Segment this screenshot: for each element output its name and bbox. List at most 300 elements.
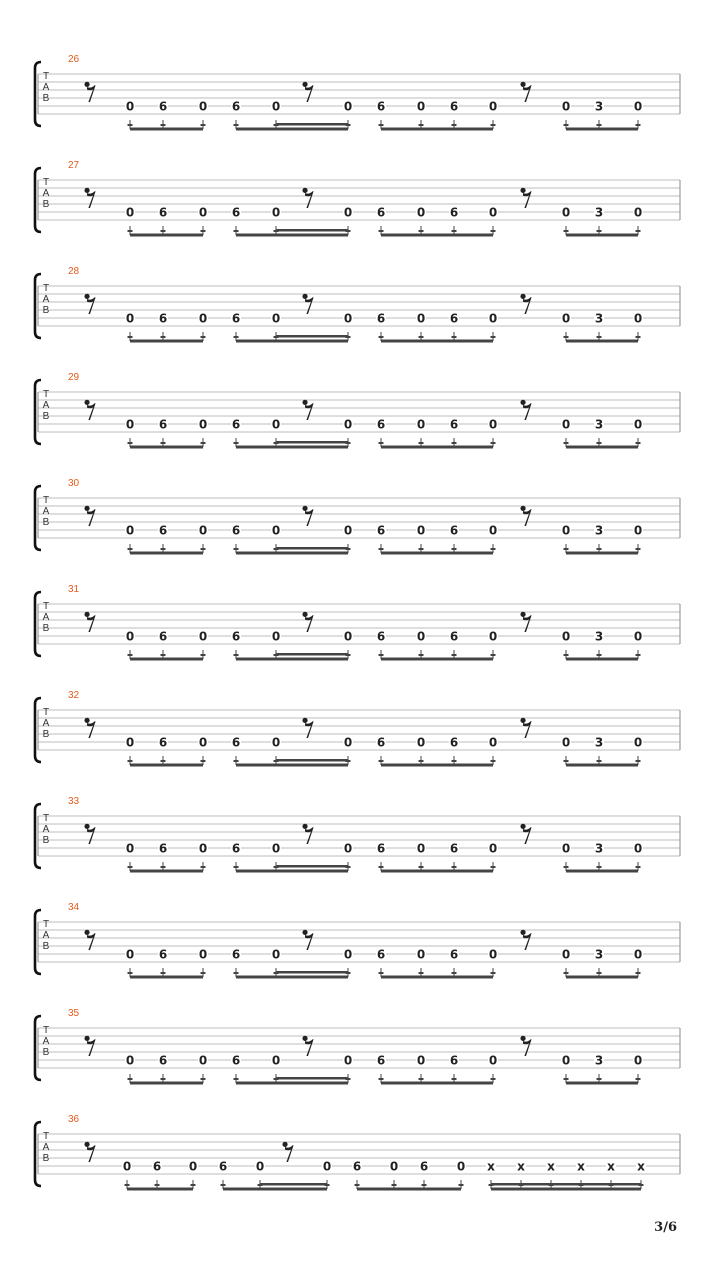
tab-system (35, 372, 680, 449)
tab-clef-letter: T (42, 71, 50, 82)
fret-number: 0 (633, 311, 643, 326)
beam (236, 446, 348, 449)
tab-system (35, 1114, 680, 1191)
fret-number: 0 (198, 841, 208, 856)
fret-number: 0 (456, 1159, 466, 1174)
stem-tick (234, 760, 239, 762)
fret-number: 6 (449, 311, 459, 326)
beam (130, 1082, 203, 1085)
stem-tick (128, 124, 133, 126)
tab-clef-letter: B (42, 1153, 50, 1164)
stem-tick (234, 866, 239, 868)
stem-tick (234, 972, 239, 974)
stem-tick (491, 442, 496, 444)
eighth-rest (302, 1036, 313, 1056)
stem-tick (564, 336, 569, 338)
tab-clef-letter: B (42, 411, 50, 422)
fret-number: 6 (231, 205, 241, 220)
stem-tick (564, 866, 569, 868)
beam (127, 1188, 193, 1191)
fret-number: 0 (561, 99, 571, 114)
fret-number: 6 (231, 311, 241, 326)
beam (381, 446, 493, 449)
beam (236, 340, 348, 343)
fret-number: 6 (231, 629, 241, 644)
fret-number: 0 (343, 311, 353, 326)
tab-clef-letter: B (42, 1047, 50, 1058)
measure-number: 26 (68, 54, 80, 65)
page-number: 3/6 (654, 1220, 677, 1235)
fret-number: 0 (125, 735, 135, 750)
fret-number: 0 (488, 1053, 498, 1068)
stem-tick (564, 548, 569, 550)
fret-number: 6 (158, 735, 168, 750)
stem-tick (564, 972, 569, 974)
fret-number: 0 (271, 523, 281, 538)
beam (236, 234, 348, 237)
tab-clef-letter: A (42, 718, 50, 729)
tab-system (35, 54, 680, 131)
stem-tick (564, 654, 569, 656)
fret-number: 6 (376, 311, 386, 326)
fret-number: 0 (633, 841, 643, 856)
stem-tick (597, 230, 602, 232)
beam (357, 1188, 461, 1191)
tab-clef-letter: A (42, 1142, 50, 1153)
stem-tick (636, 866, 641, 868)
stem-tick (128, 760, 133, 762)
fret-number: 6 (158, 205, 168, 220)
beam (566, 446, 638, 449)
beam (130, 340, 203, 343)
fret-number: 6 (449, 523, 459, 538)
stem-tick (636, 230, 641, 232)
fret-number: 0 (416, 841, 426, 856)
tab-clef-letter: A (42, 82, 50, 93)
secondary-beam (276, 971, 348, 974)
fret-number: 0 (198, 629, 208, 644)
tab-clef-letter: B (42, 835, 50, 846)
eighth-rest (282, 1142, 293, 1162)
beam (236, 870, 348, 873)
stem-tick (452, 336, 457, 338)
tab-clef-letter: T (42, 177, 50, 188)
stem-tick (597, 548, 602, 550)
eighth-rest (84, 718, 95, 738)
beam (566, 340, 638, 343)
beam (130, 552, 203, 555)
stem-tick (128, 336, 133, 338)
beam (566, 764, 638, 767)
stem-tick (491, 866, 496, 868)
beam (381, 552, 493, 555)
fret-number: 0 (322, 1159, 332, 1174)
stem-tick (155, 1184, 160, 1186)
beam (130, 446, 203, 449)
stem-tick (419, 654, 424, 656)
tab-clef-letter: A (42, 188, 50, 199)
fret-number: 0 (416, 523, 426, 538)
fret-number: 0 (125, 99, 135, 114)
fret-number: 6 (158, 523, 168, 538)
dead-note: x (487, 1159, 495, 1174)
tab-clef-letter: B (42, 517, 50, 528)
stem-tick (636, 972, 641, 974)
stem-tick (636, 760, 641, 762)
tab-clef-letter: T (42, 813, 50, 824)
stem-tick (636, 1078, 641, 1080)
tab-clef-letter: B (42, 941, 50, 952)
eighth-rest (520, 1036, 531, 1056)
stem-tick (161, 336, 166, 338)
eighth-rest (302, 188, 313, 208)
eighth-rest (520, 930, 531, 950)
eighth-rest (302, 612, 313, 632)
tab-system (35, 266, 680, 343)
stem-tick (419, 442, 424, 444)
stem-tick (636, 336, 641, 338)
stem-tick (234, 654, 239, 656)
fret-number: 6 (158, 311, 168, 326)
fret-number: 0 (125, 417, 135, 432)
dead-note: x (607, 1159, 615, 1174)
fret-number: 6 (449, 735, 459, 750)
fret-number: 6 (231, 523, 241, 538)
measure-number: 28 (68, 266, 80, 277)
eighth-rest (302, 930, 313, 950)
stem-tick (161, 654, 166, 656)
fret-number: 6 (158, 1053, 168, 1068)
tab-system (35, 478, 680, 555)
fret-number: 0 (416, 629, 426, 644)
fret-number: 6 (449, 841, 459, 856)
stem-tick (564, 760, 569, 762)
beam (130, 234, 203, 237)
fret-number: 6 (376, 947, 386, 962)
fret-number: 0 (633, 947, 643, 962)
fret-number: 6 (376, 841, 386, 856)
beam (381, 870, 493, 873)
stem-tick (379, 972, 384, 974)
beam (236, 1082, 348, 1085)
fret-number: 6 (352, 1159, 362, 1174)
beam (236, 552, 348, 555)
fret-number: 3 (594, 1053, 604, 1068)
tab-clef-letter: B (42, 729, 50, 740)
fret-number: 0 (125, 1053, 135, 1068)
fret-number: 0 (343, 735, 353, 750)
tab-system (35, 902, 680, 979)
fret-number: 6 (218, 1159, 228, 1174)
stem-tick (379, 1078, 384, 1080)
fret-number: 3 (594, 205, 604, 220)
stem-tick (597, 654, 602, 656)
fret-number: 0 (125, 311, 135, 326)
stem-tick (491, 230, 496, 232)
fret-number: 6 (158, 417, 168, 432)
fret-number: 3 (594, 947, 604, 962)
fret-number: 6 (231, 735, 241, 750)
tab-clef-letter: A (42, 612, 50, 623)
fret-number: 3 (594, 99, 604, 114)
stem-tick (379, 336, 384, 338)
tab-system (35, 796, 680, 873)
stem-tick (419, 972, 424, 974)
fret-number: 0 (198, 735, 208, 750)
stem-tick (201, 1078, 206, 1080)
stem-tick (161, 866, 166, 868)
beam (130, 128, 203, 131)
fret-number: 0 (343, 417, 353, 432)
fret-number: 0 (271, 417, 281, 432)
fret-number: 0 (255, 1159, 265, 1174)
fret-number: 0 (633, 205, 643, 220)
stem-tick (201, 124, 206, 126)
stem-tick (491, 124, 496, 126)
fret-number: 0 (389, 1159, 399, 1174)
fret-number: 0 (125, 629, 135, 644)
stem-tick (597, 442, 602, 444)
fret-number: 6 (449, 205, 459, 220)
fret-number: 0 (561, 311, 571, 326)
fret-number: 6 (376, 629, 386, 644)
fret-number: 0 (198, 417, 208, 432)
fret-number: 0 (198, 947, 208, 962)
fret-number: 0 (343, 947, 353, 962)
fret-number: 0 (271, 629, 281, 644)
fret-number: 0 (416, 947, 426, 962)
stem-tick (392, 1184, 397, 1186)
stem-tick (161, 124, 166, 126)
fret-number: 0 (416, 311, 426, 326)
beam (381, 234, 493, 237)
secondary-beam (260, 1183, 327, 1186)
stem-tick (597, 1078, 602, 1080)
stem-tick (452, 442, 457, 444)
fret-number: 0 (198, 311, 208, 326)
beam (236, 658, 348, 661)
fret-number: 6 (449, 1053, 459, 1068)
fret-number: 0 (343, 523, 353, 538)
fret-number: 6 (376, 99, 386, 114)
fret-number: 6 (376, 417, 386, 432)
fret-number: 0 (561, 1053, 571, 1068)
eighth-rest (520, 824, 531, 844)
measure-number: 33 (68, 796, 80, 807)
beam (566, 1082, 638, 1085)
fret-number: 0 (198, 99, 208, 114)
fret-number: 0 (488, 735, 498, 750)
tab-clef-letter: B (42, 305, 50, 316)
eighth-rest (84, 188, 95, 208)
stem-tick (161, 1078, 166, 1080)
stem-tick (128, 1078, 133, 1080)
eighth-rest (520, 612, 531, 632)
tab-clef-letter: A (42, 930, 50, 941)
stem-tick (161, 230, 166, 232)
fret-number: 0 (488, 947, 498, 962)
fret-number: 0 (343, 629, 353, 644)
fret-number: 6 (231, 417, 241, 432)
fret-number: 3 (594, 311, 604, 326)
tab-clef-letter: T (42, 919, 50, 930)
tab-clef-letter: T (42, 707, 50, 718)
fret-number: 0 (271, 1053, 281, 1068)
fret-number: 0 (488, 523, 498, 538)
tab-clef-letter: A (42, 1036, 50, 1047)
fret-number: 0 (271, 947, 281, 962)
stem-tick (379, 548, 384, 550)
tab-system (35, 160, 680, 237)
fret-number: 0 (488, 417, 498, 432)
fret-number: 3 (594, 735, 604, 750)
tab-clef-letter: T (42, 1025, 50, 1036)
tab-clef-letter: A (42, 824, 50, 835)
beam (236, 128, 348, 131)
eighth-rest (84, 1036, 95, 1056)
fret-number: 0 (198, 523, 208, 538)
stem-tick (234, 548, 239, 550)
stem-tick (419, 336, 424, 338)
stem-tick (491, 654, 496, 656)
fret-number: 0 (416, 417, 426, 432)
eighth-rest (84, 930, 95, 950)
stem-tick (419, 230, 424, 232)
fret-number: 6 (158, 947, 168, 962)
fret-number: 0 (488, 841, 498, 856)
stem-tick (161, 760, 166, 762)
stem-tick (459, 1184, 464, 1186)
tab-clef-letter: A (42, 506, 50, 517)
tab-clef-letter: T (42, 601, 50, 612)
fret-number: 0 (125, 841, 135, 856)
fret-number: 0 (416, 1053, 426, 1068)
fret-number: 0 (416, 205, 426, 220)
fret-number: 0 (198, 1053, 208, 1068)
tab-system (35, 584, 680, 661)
beam (381, 128, 493, 131)
stem-tick (379, 866, 384, 868)
fret-number: 6 (231, 841, 241, 856)
stem-tick (379, 124, 384, 126)
dead-note: x (517, 1159, 525, 1174)
eighth-rest (84, 824, 95, 844)
fret-number: 0 (561, 417, 571, 432)
measure-number: 27 (68, 160, 80, 171)
beam (130, 658, 203, 661)
fret-number: 6 (376, 1053, 386, 1068)
stem-tick (201, 654, 206, 656)
stem-tick (161, 548, 166, 550)
stem-tick (452, 1078, 457, 1080)
secondary-beam (276, 229, 348, 232)
eighth-rest (520, 82, 531, 102)
stem-tick (201, 336, 206, 338)
stem-tick (419, 1078, 424, 1080)
tab-clef-letter: B (42, 93, 50, 104)
stem-tick (234, 124, 239, 126)
fret-number: 0 (125, 947, 135, 962)
beam (566, 870, 638, 873)
stem-tick (564, 1078, 569, 1080)
eighth-rest (84, 400, 95, 420)
stem-tick (221, 1184, 226, 1186)
beam (566, 976, 638, 979)
beam (223, 1188, 327, 1191)
measure-number: 35 (68, 1008, 80, 1019)
stem-tick (234, 1078, 239, 1080)
stem-tick (564, 230, 569, 232)
tab-clef-letter: A (42, 400, 50, 411)
fret-number: 0 (561, 947, 571, 962)
beam (566, 234, 638, 237)
stem-tick (128, 548, 133, 550)
stem-tick (452, 548, 457, 550)
stem-tick (419, 866, 424, 868)
secondary-beam (276, 865, 348, 868)
fret-number: 6 (152, 1159, 162, 1174)
dead-note: x (637, 1159, 645, 1174)
secondary-beam (276, 547, 348, 550)
secondary-beam (276, 123, 348, 126)
fret-number: 0 (633, 735, 643, 750)
tab-clef-letter: B (42, 623, 50, 634)
secondary-beam (491, 1183, 641, 1186)
fret-number: 6 (158, 629, 168, 644)
eighth-rest (302, 718, 313, 738)
stem-tick (597, 336, 602, 338)
beam (566, 552, 638, 555)
eighth-rest (520, 294, 531, 314)
fret-number: 3 (594, 629, 604, 644)
stem-tick (452, 760, 457, 762)
stem-tick (636, 124, 641, 126)
stem-tick (128, 972, 133, 974)
eighth-rest (84, 294, 95, 314)
eighth-rest (520, 718, 531, 738)
stem-tick (201, 442, 206, 444)
fret-number: 6 (158, 841, 168, 856)
stem-tick (636, 654, 641, 656)
fret-number: 0 (561, 205, 571, 220)
beam (381, 340, 493, 343)
fret-number: 6 (419, 1159, 429, 1174)
stem-tick (419, 760, 424, 762)
stem-tick (125, 1184, 130, 1186)
stem-tick (201, 230, 206, 232)
fret-number: 0 (561, 523, 571, 538)
stem-tick (419, 124, 424, 126)
stem-tick (491, 1078, 496, 1080)
fret-number: 0 (122, 1159, 132, 1174)
fret-number: 0 (271, 735, 281, 750)
fret-number: 0 (343, 841, 353, 856)
stem-tick (636, 548, 641, 550)
fret-number: 0 (125, 523, 135, 538)
stem-tick (452, 654, 457, 656)
dead-note: x (547, 1159, 555, 1174)
beam (130, 764, 203, 767)
fret-number: 6 (449, 99, 459, 114)
stem-tick (597, 972, 602, 974)
stem-tick (201, 548, 206, 550)
eighth-rest (520, 188, 531, 208)
stem-tick (128, 866, 133, 868)
eighth-rest (302, 294, 313, 314)
fret-number: 6 (231, 1053, 241, 1068)
stem-tick (128, 442, 133, 444)
stem-tick (379, 442, 384, 444)
